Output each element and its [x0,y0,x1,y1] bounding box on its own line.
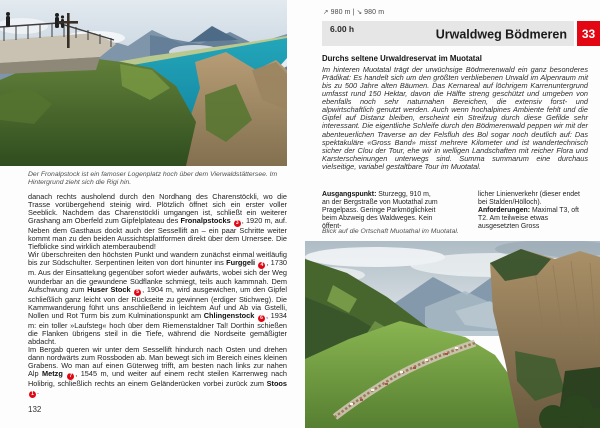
waypoint-marker: 1 [29,391,36,398]
waypoint-marker: 4 [258,262,265,269]
ascent-value: 980 m [330,9,351,16]
descent-arrow-icon: ↘ [356,9,363,16]
fronalpstock-photo [0,0,287,166]
waypoint-marker: 3 [234,220,241,227]
page-number: 132 [28,405,42,414]
info-column-1: Ausgangspunkt: Sturzegg, 910 m, an der Bergstraße von Muotathal zum Pragelpass. Geringe Parkmöglichkeit beim Abzweig des Waldweges. Kein öffent- [322,191,438,230]
tour-header-bar [322,21,574,46]
paragraph: Wir überschreiten den höchsten Punkt und wandern zunächst einmal weitläufig bis zur Südschulter. Serpentinen leiten von dort hinunter ins Furggeli 4 , 1730 m. Aus der Einsattelung gegenüber sofort wieder aufwärts, wobei sich der Weg wunderbar an die gewundene Südflanke schmiegt, teils auch kammnah. Dem Aufschwung zum Huser Stock 5 , 1904 m, wird ausgewichen, um den Gipfel schließlich ganz leicht von der Rückseite zu gewinnen (erdiger Stichweg). Die Kammwanderung führt uns anschließend in leichtem Auf und Ab via Gstelli, Nollen und Rot Turm bis zum Kulminationspunkt am Chlingenstock 6 , 1934 m: ein toller »Laufsteg« hoch über dem Riemenstaldner Tal! Dorthin schießen die Flanken übrigens steil in die Tiefe, während die Nordseite gemäßigter abdacht. [28,250,287,346]
paragraph: Im Bergab queren wir unter dem Sessellift hindurch nach Osten und drehen dann nordwärts zum Rossboden ab. Man bewegt sich im Bereich eines kleinen Grabens. Wo man auf einen Güterweg trifft, am besten nach links zur nahen Alp Metzg 7 , 1545 m, und weiter auf einem recht steilen Karrenweg nach Holibrig, schließlich rechts an einem Geländerücken vorbei zurück zum Stoos 1 . [28,344,287,398]
left-photo-caption: Der Fronalpstock ist ein famoser Logenplatz hoch über dem Vierwaldstättersee. Im Hintergrund zieht sich die Rigi hin. [28,171,278,186]
muotathal-photo [305,241,600,428]
descent-value: 980 m [364,9,385,16]
elevation-metrics [323,8,384,16]
right-photo-caption: Blick auf die Ortschaft Muotathal im Muotatal. [322,228,459,235]
section-heading: Durchs seltene Urwaldreservat im Muotatal [322,54,482,63]
paragraph: danach rechts ausholend durch den Nordhang des Charenstöckli, wo die Trasse vorübergehend steinig wird. Plötzlich öffnet sich ein erster voller Seeblick. Nachdem das Charenstöckli umgangen ist, schließt ein weiterer Grashang am Oberfeld zum Gipfelplateau des Fronalpstocks 3 , 1920 m, auf. Neben dem Gasthaus dockt auch der Sessellift an – ein paar Schritte weiter kommt man zu den beiden Aussichtsplattformen direkt über dem Urnersee. Die Tiefblicke sind wirklich atemberaubend! [28,192,287,252]
tour-intro-text: Im hinteren Muotatal trägt der urwüchsige Bödmerenwald ein ganz besonderes Prädikat: Es handelt sich um den größten verbliebenen Urwald im Alpenraum mit bis zu 500 Jahre alten Bäumen. Das Kernareal auf löchrigem Karrenuntergrund umfasst rund 150 Hektar, davon die Hälfte streng geschützt und umgeben von ebenfalls noch sehr naturnahen Bereichen, die extensiv forst- und alpwirtschaftlich genutzt werden. Auch wenn hochalpines Ambiente fehlt und die Gipfel auf Distanz bleiben, erscheint ein Streifzug durch diese Gefilde sehr interessant. Die eigentliche Schleife durch den Bödmerenwald peppen wir mit der abenteuerlichen Traverse an der Felsfluh des Bol sogar noch deutlich auf: Das spektakuläre «Gross Band» misst mehrere Kilometer und ist wandertechnisch sicher der Clou der Tour, ehe wir in welligen Landschaften mit reicher Flora und Karsterscheinungen unterwegs sind. Summa summarum eine durchaus vielseitige, variabel gestaltbare Tour im Muotatal. [322,65,588,171]
ascent-arrow-icon: ↗ [323,9,329,16]
tour-duration: 6.00 h [330,24,355,34]
left-body-text [28,193,287,398]
muotathal-photo-art [305,241,600,428]
info-column-2: licher Linienverkehr (dieser endet bei Stalden/Hölloch). Anforderungen: Maximal T3, oft T2. Am teilweise etwas ausgesetzten Gross [478,191,580,230]
waypoint-marker: 6 [258,315,265,322]
metrics-separator: | [352,9,355,16]
tour-number-badge: 33 [577,21,600,46]
waypoint-marker: 7 [67,373,74,380]
waypoint-marker: 5 [134,289,141,296]
tour-title: Urwaldweg Bödmeren [435,27,567,42]
fronalpstock-photo-art [0,0,287,166]
